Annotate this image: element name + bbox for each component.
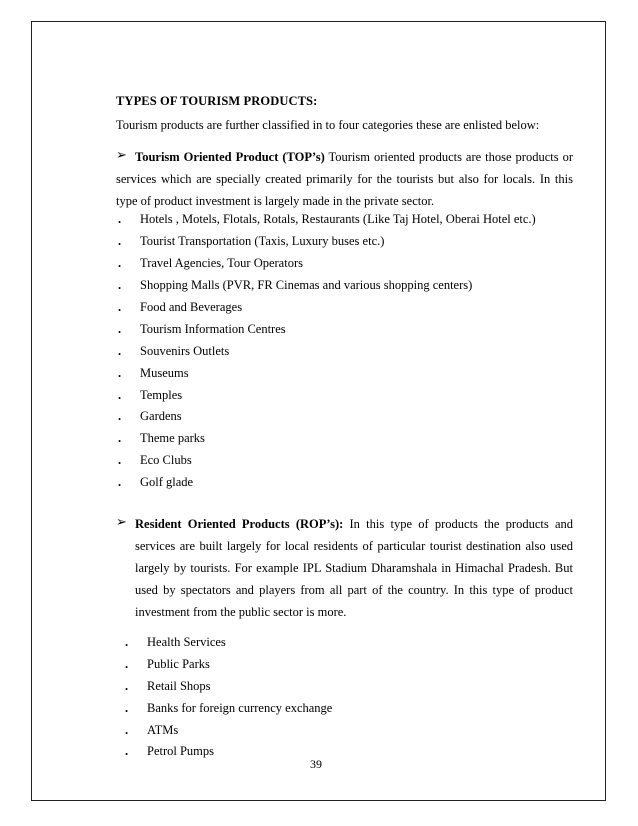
list-item: . Tourism Information Centres [118, 322, 286, 336]
section1-paragraph [135, 146, 573, 168]
arrow-bullet-icon: ➢ [116, 147, 127, 162]
section2-line: largely by tourists. For example IPL Stadium Dharamshala in Himachal Pradesh. But [135, 561, 573, 575]
list-item: . Public Parks [125, 657, 210, 671]
list-item: . Museums [118, 366, 189, 380]
section1-line: services which are specially created primarily for the tourists but also for locals. In this [116, 172, 573, 186]
list-item: . Temples [118, 388, 183, 402]
intro-text: Tourism products are further classified in to four categories these are enlisted below: [116, 118, 540, 132]
section1-line: type of product investment is largely made in the private sector. [116, 194, 435, 208]
page-number: 39 [310, 757, 322, 771]
section2-paragraph-cont [135, 535, 573, 623]
section1-line: Tourism oriented products are those products or [324, 150, 573, 164]
list-item: . Gardens [118, 409, 182, 423]
section2-line: services are built largely for local residents of particular tourist destination also used [135, 539, 573, 553]
section2-line: In this type of products the products and [343, 517, 574, 531]
section-heading: TYPES OF TOURISM PRODUCTS: [116, 94, 318, 108]
section2-title: Resident Oriented Products (ROP’s): [135, 517, 344, 531]
section2-line: investment from the public sector is more. [135, 605, 347, 619]
section1-title: Tourism Oriented Product (TOP’s) [135, 150, 325, 164]
list-item: . Eco Clubs [118, 453, 192, 467]
arrow-bullet-icon: ➢ [116, 514, 127, 529]
list-item: . Travel Agencies, Tour Operators [118, 256, 303, 270]
section1-paragraph-cont [116, 168, 573, 212]
list-item: . Banks for foreign currency exchange [125, 701, 333, 715]
list-item: . Petrol Pumps [125, 744, 215, 758]
list-item: . Hotels , Motels, Flotals, Rotals, Restaurants (Like Taj Hotel, Oberai Hotel etc.) [118, 212, 536, 226]
list-item: . Shopping Malls (PVR, FR Cinemas and various shopping centers) [118, 278, 473, 292]
list-item: . Tourist Transportation (Taxis, Luxury buses etc.) [118, 234, 385, 248]
list-item: . Souvenirs Outlets [118, 344, 230, 358]
list-item: . ATMs [125, 723, 179, 737]
section2-line: used by spectators and players from all part of the country. In this type of product [135, 583, 573, 597]
list-item: . Food and Beverages [118, 300, 243, 314]
section2-paragraph [135, 513, 573, 535]
list-item: . Health Services [125, 635, 226, 649]
list-item: . Retail Shops [125, 679, 211, 693]
list-item: . Golf glade [118, 475, 194, 489]
list-item: . Theme parks [118, 431, 205, 445]
